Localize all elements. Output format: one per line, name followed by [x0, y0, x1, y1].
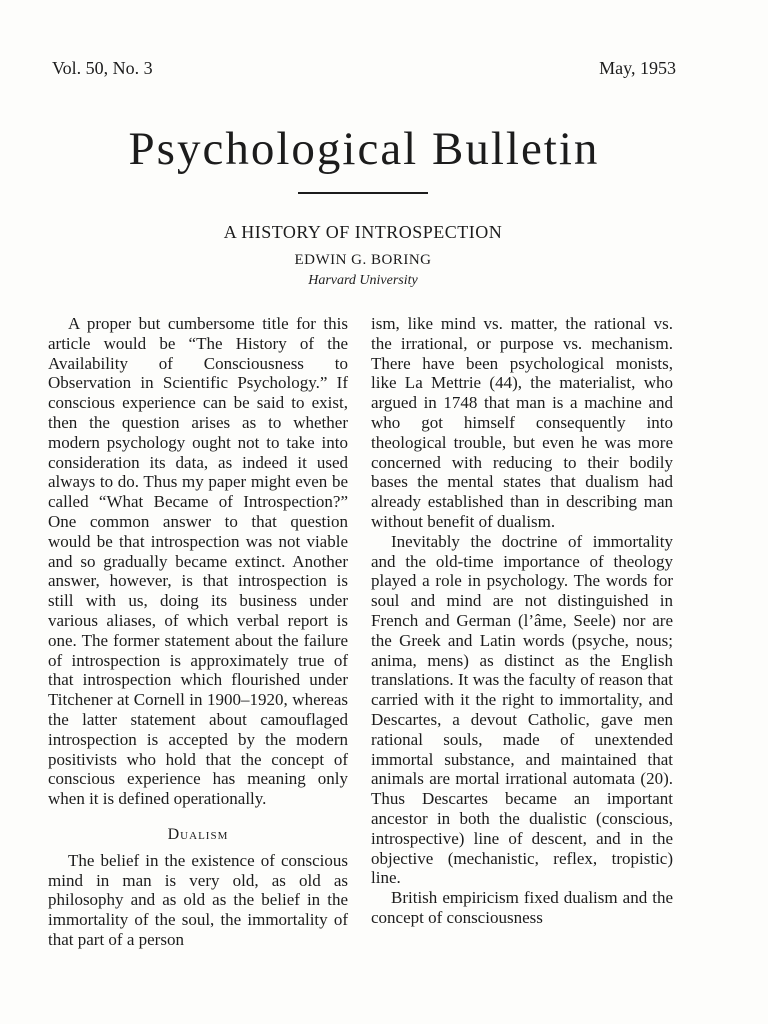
left-column: [48, 314, 348, 950]
journal-title: Psychological Bulletin: [128, 123, 600, 175]
paragraph-continued: ism, like mind vs. matter, the rational vs. the irrational, or purpose vs. mechanism. There have been psychological monists, like La Mettrie (44), the materialist, who argued in 1748 that man is a machine and who got himself consequently into theological trouble, but even he was more concerned with reducing to their bodily bases the mental states that dualism had already established than in describing man without benefit of dualism.: [371, 314, 673, 531]
issue-date: May, 1953: [599, 58, 676, 78]
title-rule: [298, 192, 428, 194]
paragraph-dualism: The belief in the existence of conscious mind in man is very old, as old as philosophy and as old as the belief in the immortality of the soul, the immortality of that part of a person: [48, 850, 348, 949]
volume-number: Vol. 50, No. 3: [52, 58, 153, 78]
paragraph-immortality: Inevitably the doctrine of immortality and the old-time importance of theology played a role in psychology. The words for soul and mind are not distinguished in French and German (l’âme, Seele) nor are the Greek and Latin words (psyche, nous; anima, mens) as distinct as the English translations. It was the faculty of reason that carried with it the right to immortality, and Descartes, a devout Catholic, gave men rational souls, made of unextended immortal substance, and maintained that animals are mortal irrational automata (20). Thus Descartes became an important ancestor in both the dualistic (conscious, introspective) line of descent, and in the objective (mechanistic, reflex, tropistic) line.: [371, 531, 673, 888]
right-column: [371, 314, 673, 928]
article-author: EDWIN G. BORING: [294, 252, 432, 268]
article-title: A HISTORY OF INTROSPECTION: [223, 222, 503, 242]
paragraph-intro: A proper but cumbersome title for this article would be “The History of the Availability of Consciousness to Observation in Scientific Psychology.” If conscious experience can be said to exist, then the question arises as to whether modern psychology ought not to take into consideration its data, as indeed it used always to do. Thus my paper might even be called “What Became of Introspection?” One common answer to that question would be that introspection was not viable and so gradually became extinct. Another answer, however, is that introspection is still with us, doing its business under various aliases, of which verbal report is one. The former statement about the failure of introspection is approximately true of that introspection which flourished under Titchener at Cornell in 1900–1920, whereas the latter statement about camouflaged introspection is accepted by the modern positivists who hold that the concept of conscious experience has meaning only when it is defined operationally.: [48, 314, 348, 809]
section-heading-dualism: Dualism: [167, 825, 229, 843]
paragraph-empiricism: British empiricism fixed dualism and the concept of consciousness: [371, 888, 673, 927]
author-affiliation: Harvard University: [308, 273, 418, 288]
